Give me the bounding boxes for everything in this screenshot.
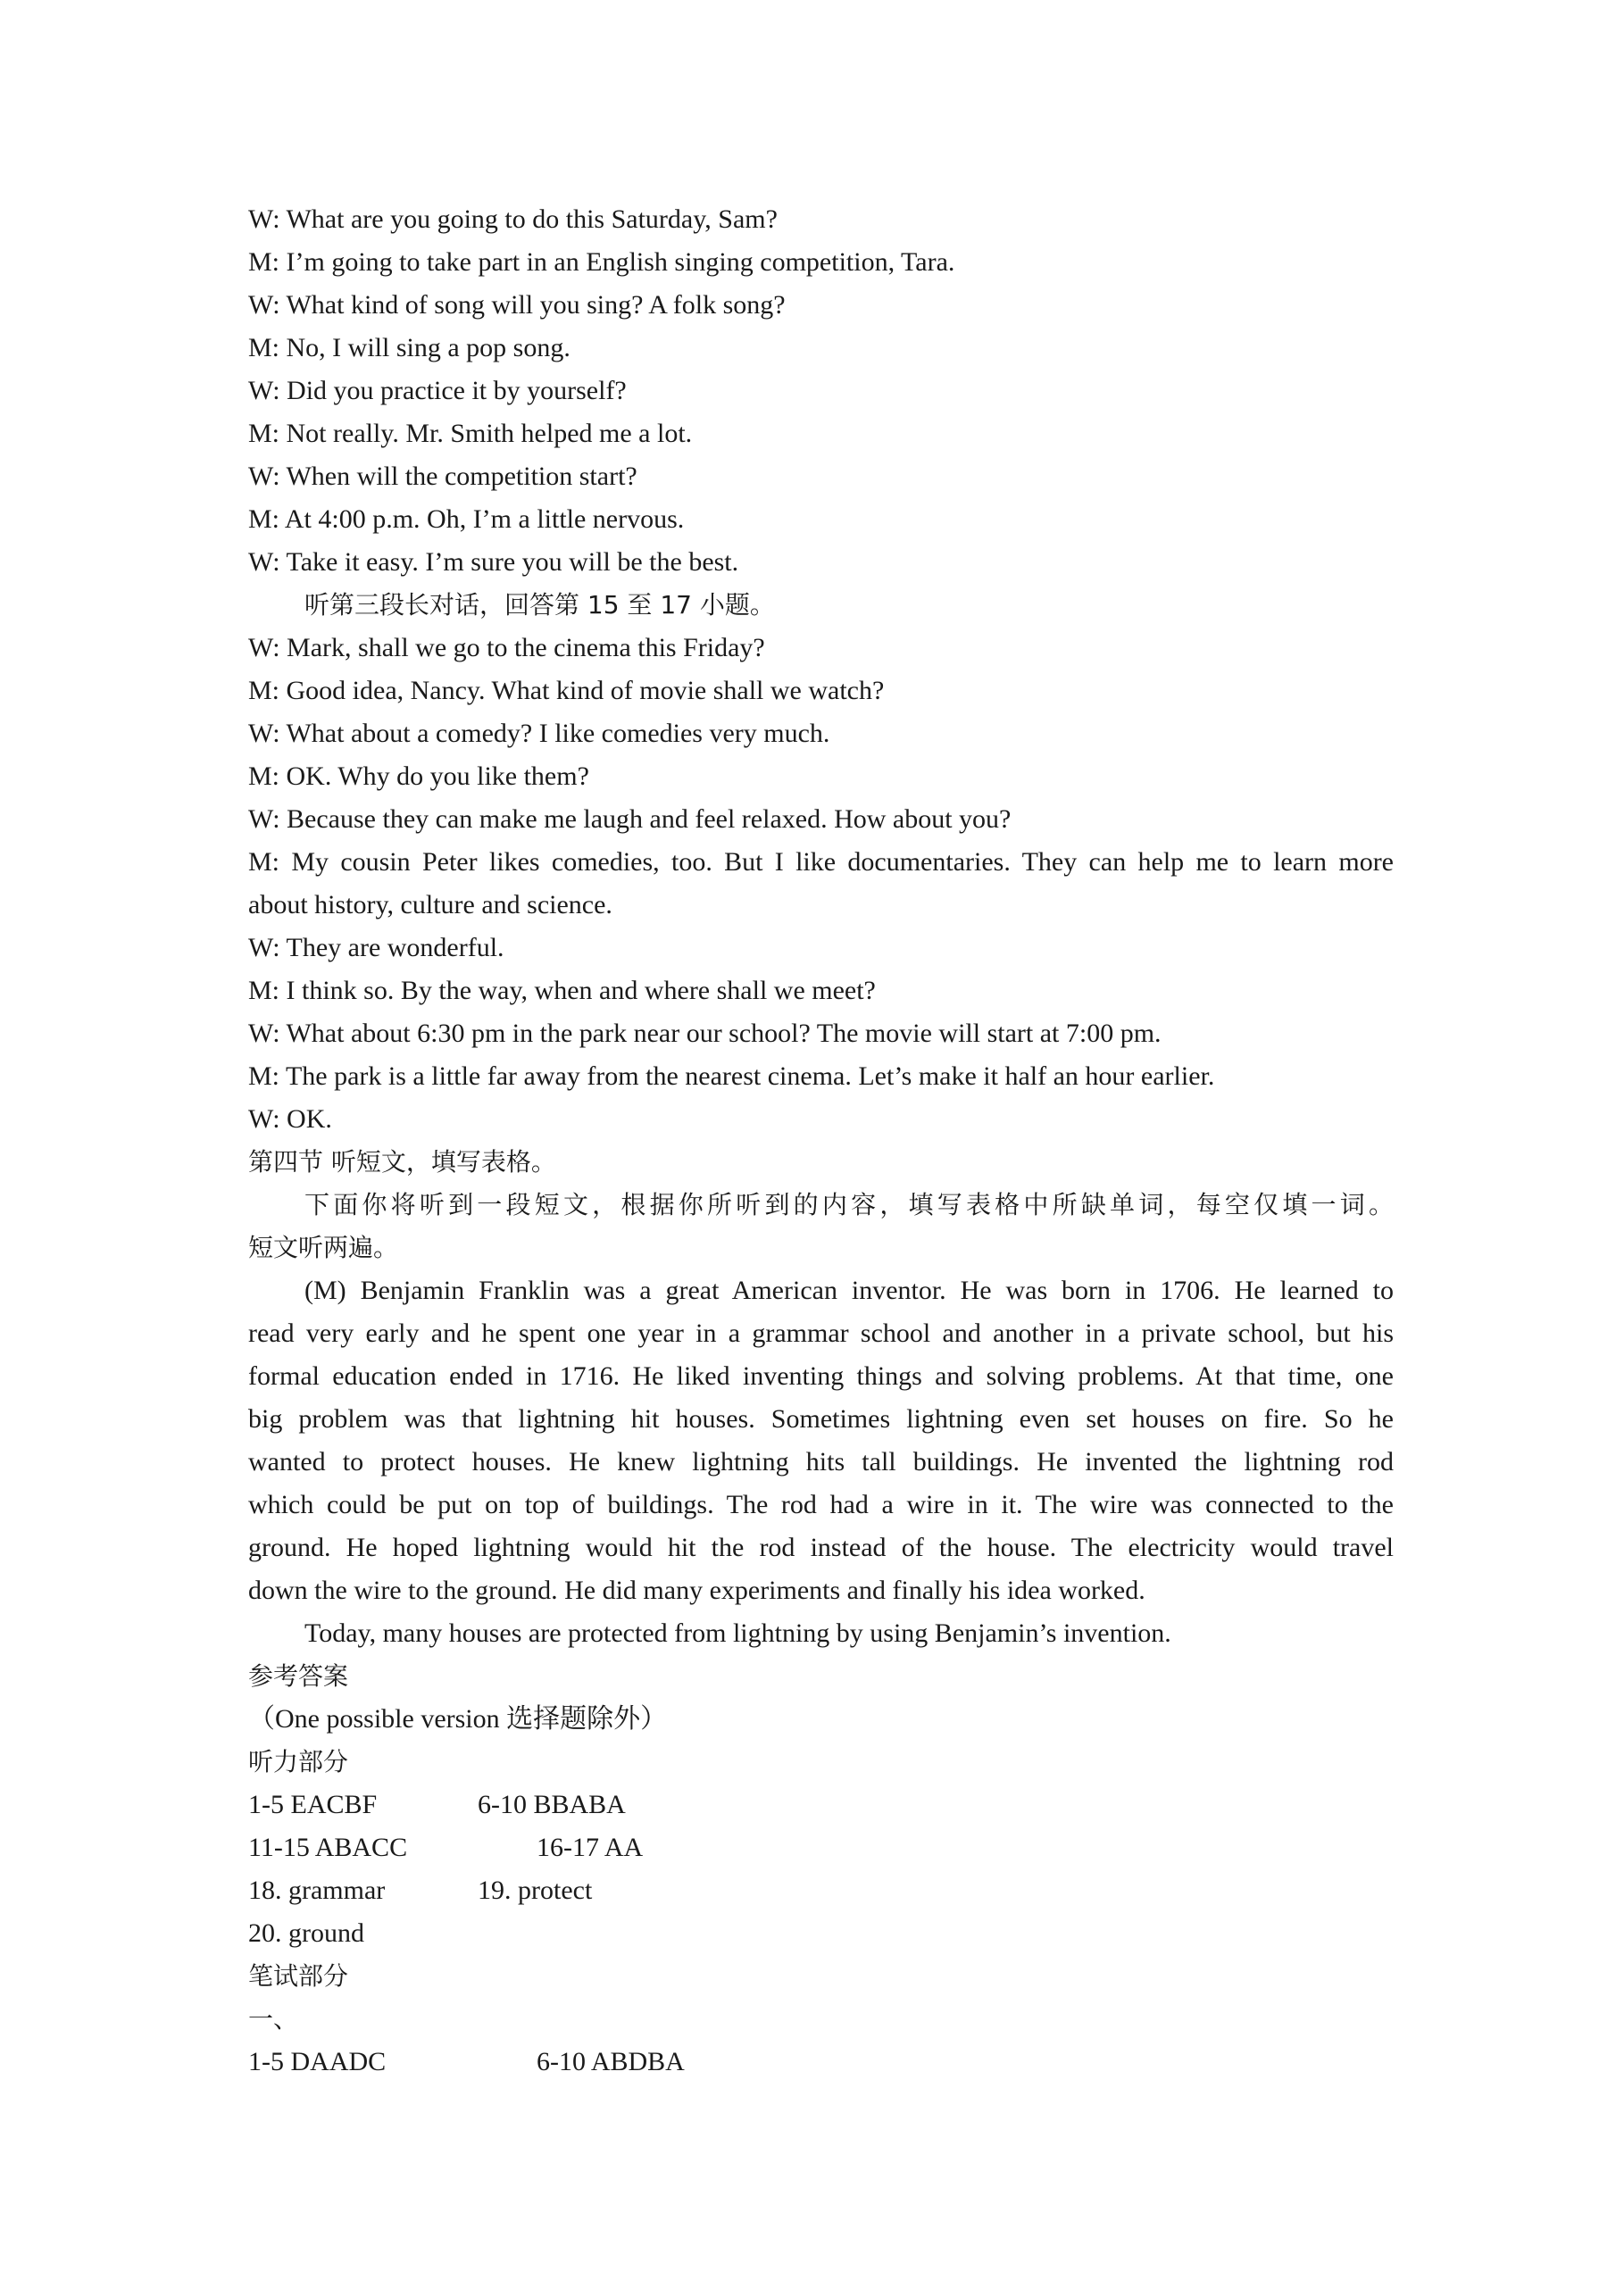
passage-line: down the wire to the ground. He did many experiments and finally his idea worked. [248, 1576, 1145, 1605]
dialogue-line: M: Not really. Mr. Smith helped me a lot. [248, 419, 693, 448]
dialogue-line: about history, culture and science. [248, 890, 612, 919]
passage-line: ground. He hoped lightning would hit the rod instead of the house. The electricity would travel [248, 1533, 1394, 1562]
dialogue-line: M: The park is a little far away from the nearest cinema. Let’s make it half an hour earlier. [248, 1061, 1215, 1091]
answer-group: 19. protect [478, 1876, 593, 1905]
written-heading: 笔试部分 [248, 1961, 349, 1991]
answer-group: 11-15 ABACC [248, 1833, 408, 1862]
answer-group: 1-5 EACBF [248, 1790, 378, 1819]
passage-line: read very early and he spent one year in a grammar school and another in a private school, but his [248, 1319, 1394, 1348]
answer-group: 6-10 ABDBA [537, 2047, 685, 2076]
section4-instruction: 下面你将听到一段短文，根据你所听到的内容，填写表格中所缺单词，每空仅填一词。 [304, 1190, 1394, 1219]
passage-line: (M) Benjamin Franklin was a great American inventor. He was born in 1706. He learned to [304, 1276, 1394, 1305]
dialogue-line: W: Take it easy. I’m sure you will be the best. [248, 547, 739, 577]
dialogue-line: W: Because they can make me laugh and feel relaxed. How about you? [248, 804, 1012, 834]
dialogue3-heading: 听第三段长对话，回答第 15 至 17 小题。 [304, 590, 775, 620]
dialogue-line: W: Mark, shall we go to the cinema this Friday? [248, 633, 765, 662]
listening-heading: 听力部分 [248, 1747, 349, 1776]
answer-row [248, 1784, 1394, 1826]
answer-row [248, 2041, 1394, 2084]
answer-group: 6-10 BBABA [478, 1790, 626, 1819]
dialogue-line: W: What about 6:30 pm in the park near our school? The movie will start at 7:00 pm. [248, 1019, 1162, 1048]
section4-heading: 第四节 听短文，填写表格。 [248, 1147, 556, 1177]
answer-row [248, 1869, 1394, 1912]
dialogue-line: M: OK. Why do you like them? [248, 761, 589, 791]
dialogue-line: W: What are you going to do this Saturday, Sam? [248, 204, 778, 234]
answers-heading: 参考答案 [248, 1661, 349, 1691]
passage-line: formal education ended in 1716. He liked inventing things and solving problems. At that time, one [248, 1361, 1394, 1391]
dialogue-line: M: No, I will sing a pop song. [248, 333, 570, 362]
dialogue-line: W: What about a comedy? I like comedies very much. [248, 719, 830, 748]
passage-line: wanted to protect houses. He knew lightning hits tall buildings. He invented the lightning rod [248, 1447, 1394, 1477]
section4-instruction: 短文听两遍。 [248, 1233, 399, 1262]
passage-line: big problem was that lightning hit houses. Sometimes lightning even set houses on fire. So he [248, 1404, 1394, 1434]
dialogue-line: M: At 4:00 p.m. Oh, I’m a little nervous. [248, 504, 685, 534]
answer-row [248, 1826, 1394, 1869]
dialogue-line: M: My cousin Peter likes comedies, too. But I like documentaries. They can help me to learn more [248, 847, 1394, 877]
document-page [248, 198, 1394, 2084]
dialogue-line: W: OK. [248, 1104, 332, 1134]
dialogue-line: M: I think so. By the way, when and where shall we meet? [248, 976, 876, 1005]
answer-group: 16-17 AA [537, 1833, 644, 1862]
answer-group: 1-5 DAADC [248, 2047, 387, 2076]
dialogue-line: M: Good idea, Nancy. What kind of movie shall we watch? [248, 676, 885, 705]
answers-note: （One possible version 选择题除外） [248, 1704, 668, 1734]
dialogue-line: W: Did you practice it by yourself? [248, 376, 627, 405]
dialogue-line: W: When will the competition start? [248, 462, 637, 491]
answer-row: 20. ground [248, 1918, 364, 1948]
answer-group: 18. grammar [248, 1876, 386, 1905]
part-one-label: 一、 [248, 2004, 299, 2034]
passage-line: which could be put on top of buildings. The rod had a wire in it. The wire was connected to the [248, 1490, 1394, 1519]
dialogue-line: W: What kind of song will you sing? A folk song? [248, 290, 786, 320]
passage-closing: Today, many houses are protected from lightning by using Benjamin’s invention. [304, 1618, 1171, 1648]
dialogue-line: M: I’m going to take part in an English singing competition, Tara. [248, 247, 955, 277]
dialogue-line: W: They are wonderful. [248, 933, 504, 962]
